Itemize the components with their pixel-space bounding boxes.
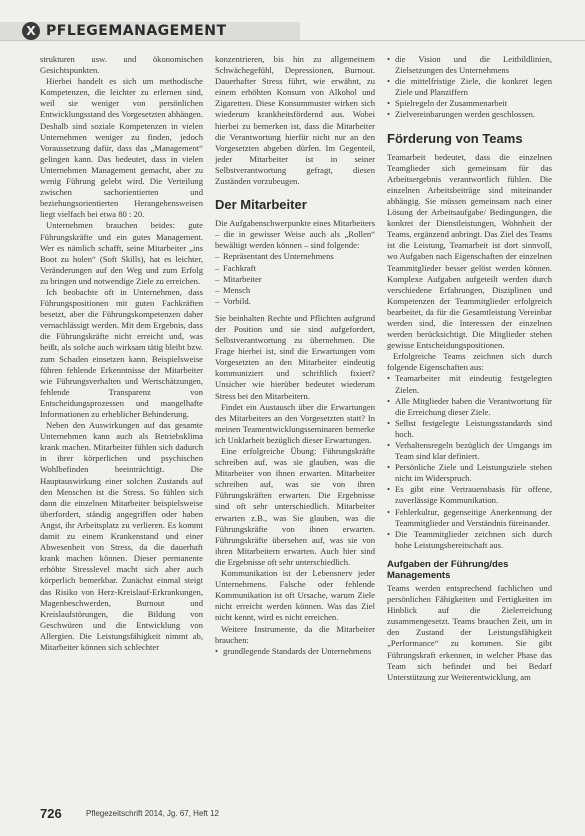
list-item: • Alle Mitglieder haben die Verantwortung für die Erreichung dieser Ziele.: [387, 396, 552, 418]
paragraph: Erfolgreiche Teams zeichnen sich durch folgende Eigenschaften aus:: [387, 351, 552, 373]
list-item: • Selbst festgelegte Leistungsstandards sind hoch.: [387, 418, 552, 440]
bullet-list: [387, 373, 552, 551]
section-title: PFLEGEMANAGEMENT: [46, 23, 227, 39]
list-item: – Fachkraft: [215, 263, 375, 274]
list-item: • Spielregeln der Zusammenarbeit: [387, 98, 552, 109]
paragraph: Eine erfolgreiche Übung: Führungskräfte schreiben auf, was sie glauben, was die Mitarbeiter von ihnen erwarten. Mitarbeiter schreiben auf, was sie von ihren Führungskräften erwarten. Die Ergebnisse sind oft sehr unterschiedlich. Mitarbeiter erwarten z.B., was Sie glauben, was die Führungskräfte von ihnen erwarten. Führungskräfte übersehen auf, was sie von ihren Mitarbeitern erwarten. Auch hier sind die Ergebnisse oft sehr unterschiedlich.: [215, 446, 375, 567]
paragraph: Weitere Instrumente, da die Mitarbeiter brauchen:: [215, 623, 375, 645]
paragraph: strukturen usw. und ökonomischen Gesichtspunkten.: [40, 54, 203, 76]
page-header: [0, 0, 585, 50]
list-item: – Repräsentant des Unternehmens: [215, 251, 375, 262]
list-item: • Teamarbeiter mit eindeutig festgelegten Zielen.: [387, 373, 552, 395]
section-heading: Der Mitarbeiter: [215, 197, 307, 213]
paragraph: Unternehmen brauchen beides: gute Führungskräfte und ein gutes Management. Wer es nämlich schafft, seine Mitarbeiter „ins Boot zu holen“ (Soft Skills), hat es leichter, Veränderungen auf den Weg und zum Erfolg zu bringen und notwendige Ziele zu erreichen.: [40, 220, 203, 286]
paragraph: Die Aufgabenschwerpunkte eines Mitarbeiters – die in gewisser Weise auch als „Rollen“ bewältigt werden können – sind folgende:: [215, 218, 375, 251]
paragraph: Teams werden entsprechend fachlichen und persönlichen Fähigkeiten und Fertigkeiten im Hinblick auf die Zielerreichung zusammengesetzt. Teams brauchen Zeit, um in den Zustand der Leistungsfähigkeit „Performance“ zu kommen. Sie gibt Führungskraft erkennen, in welcher Phase das Team sich befindet und bei Bedarf Unterstützung zur Weiterentwicklung, am: [387, 582, 552, 682]
bullet-list: [215, 646, 375, 657]
paragraph: Findet ein Austausch über die Erwartungen des Mitarbeiters an den Vorgesetzten statt? In meinen Teamentwicklungsseminaren bemerke ich Unklarheit bezüglich dieser Erwartungen.: [215, 401, 375, 445]
paragraph: Sie beinhalten Rechte und Pflichten aufgrund der Position und sie sind aufgefordert, Selbstverantwortung zu übernehmen. Die Frage hierbei ist, sind die Erwartungen vom Vorgesetzten an den Mitarbeiter eindeutig kommuniziert und schriftlich fixiert? Unsicher wie hierüber bedeutet wiederum Stress bei den Mitarbeitern.: [215, 312, 375, 401]
list-item: – Vorbild.: [215, 296, 375, 307]
list-item: • Verhaltensregeln bezüglich der Umgangs im Team sind klar definiert.: [387, 440, 552, 462]
list-item: • Es gibt eine Vertrauensbasis für offene, zuverlässige Kommunikation.: [387, 484, 552, 506]
paragraph: Neben den Auswirkungen auf das gesamte Unternehmen kann auch als Betriebsklima krank machen. Mitarbeiter fühlen sich dadurch in ihrer körperlichen und psychischen Wohlbefinden beeinträchtigt. Die Hauptauswirkung einer solchen Zustands auf den Menschen ist die Stress. So fühlen sich dann die einzelnen Mitarbeiter beispielsweise überfordert, ständig angegriffen oder haben Angst, ihr Arbeitsplatz zu verlieren. Es kommt damit zu einem Krankenstand und einer Abwesenheit von Stress, da die dauerhaft krank machen können. Dieser permanente erhöhte Stresslevel macht sich aber auch körperlich bemerkbar. Zunächst einmal steigt das Risiko von Herz-Kreislauf-Erkrankungen, Magenbeschwerden, Burnout und Kreislaufstörungen, die Bildung von Geschwüren und die Entwicklung von Allergien. Die Leistungsfähigkeit nimmt ab, Mitarbeiter können sich schlechter: [40, 420, 203, 652]
paragraph: konzentrieren, bis hin zu allgemeinem Schwächegefühl, Depressionen, Burnout. Dauerhafter Stress führt, wie erwähnt, zu einem erhöhten Konsum von Alkohol und Zigaretten. Diese Konsummuster wirken sich wiederum krankheitsfördernd aus. Wobei hierbei zu bemerken ist, dass die Mitarbeiter die Verantwortung hierfür nicht nur an den Vorgesetzten abgeben dürfen. Im Gegenteil, jeder Mitarbeiter ist in seiner Selbstverantwortung gefragt, diesen Zuständen vorzubeugen.: [215, 54, 375, 187]
journal-citation: Pflegezeitschrift 2014, Jg. 67, Heft 12: [86, 809, 219, 818]
header-rule: [0, 40, 585, 41]
list-item: • die mittelfristige Ziele, die konkret legen Ziele und Planziffern: [387, 76, 552, 98]
list-item: • die Vision und die Leitbildlinien, Zielsetzungen des Unternehmens: [387, 54, 552, 76]
list-item: – Mitarbeiter: [215, 274, 375, 285]
column-2: [215, 54, 375, 794]
bullet-list: [215, 251, 375, 306]
list-item: • Zielvereinbarungen werden geschlossen.: [387, 109, 552, 120]
column-1: [40, 54, 203, 794]
list-item: • grundlegende Standards der Unternehmens: [215, 646, 375, 657]
list-item: • Die Teammitglieder zeichnen sich durch hohe Leistungsbereitschaft aus.: [387, 529, 552, 551]
list-item: • Fehlerkultur, gegenseitige Anerkennung der Teammitglieder und Verständnis füreinander.: [387, 507, 552, 529]
bullet-list: [387, 54, 552, 121]
close-x-icon: X: [22, 22, 40, 40]
paragraph: Hierbei handelt es sich um methodische Kompetenzen, die leichter zu erlernen sind, weil sie weniger von persönlichen Entwicklungsstand des Vorgesetzten abhängen. Deshalb sind soziale Kompetenzen in vielen Unternehmen weniger zu finden, jedoch Voraussetzung dafür, dass das „Management“ gelingen kann. Das bedeutet, dass in vielen Unternehmen Management gemacht, aber zu wenig Führung gelebt wird. Die Verteilung zwischen sachorientierten und beziehungsorientierten Herangehensweisen liegt vielfach bei etwa 80 : 20.: [40, 76, 203, 220]
page-footer: [40, 806, 560, 822]
paragraph: Ich beobachte oft in Unternehmen, dass Führungspositionen mit guten Fachkräften besetzt, aber die Führungskompetenzen daher vernachlässigt werden. Mit dem Ergebnis, dass die Führungskräfte nicht erreicht und, was heißt, als solche auch wirksam tätig bleibt bzw. zum Schaden einsetzen kann. Beispielsweise führen fehlende Erkenntnisse der Mitarbeiter wie Führungsverhalten und Wertschätzungen, fehlende Transparenz von Entscheidungsprozessen und mangelhafte Informationen zu erheblicher Behinderung.: [40, 286, 203, 419]
subsection-heading: Aufgaben der Führung/des Managements: [387, 558, 509, 581]
column-3: [387, 54, 552, 794]
paragraph: Teamarbeit bedeutet, dass die einzelnen Teamglieder sich gemeinsam für das Arbeitsergebnis verantwortlich fühlen. Die einzelnen Arbeitsbeiträge sind miteinander abhängig. Sie müssen gemeinsam nach einer Lösung der Arbeitsaufgabe/ Bedingungen, die konkret der Dienstleistungen, Wohnheit der Teams, ergänzend anbringt. Das Ziel des Teams ist die Leistung, Teamarbeit ist dort sinnvoll, wo Aufgaben nach Eigenschaften der einzelnen Teammitglieder besser gelöst werden können. Komplexe Aufgaben aufgeteilt werden durch verschiedene Erfahrungen, Disziplinen und Kompetenzen der Teammitglieder erfolgreich bearbeitet, da für die Gesamtleistung Vereinbar werden sind, die Interessen der einzelnen werden berücksichtigt. Die Mitglieder stehen gewisse Entscheidungspositionen.: [387, 151, 552, 351]
list-item: • Persönliche Ziele und Leistungsziele stehen nicht im Widerspruch.: [387, 462, 552, 484]
paragraph: Kommunikation ist der Lebensnerv jeder Unternehmens. Falsche oder fehlende Kommunikation ist oft Ursache, warum Ziele nicht erreicht werden können. Was das Ziel nicht kennt, wird es nicht erreichen.: [215, 568, 375, 623]
page-number: 726: [40, 806, 62, 821]
section-heading: Förderung von Teams: [387, 130, 523, 146]
list-item: – Mensch: [215, 285, 375, 296]
